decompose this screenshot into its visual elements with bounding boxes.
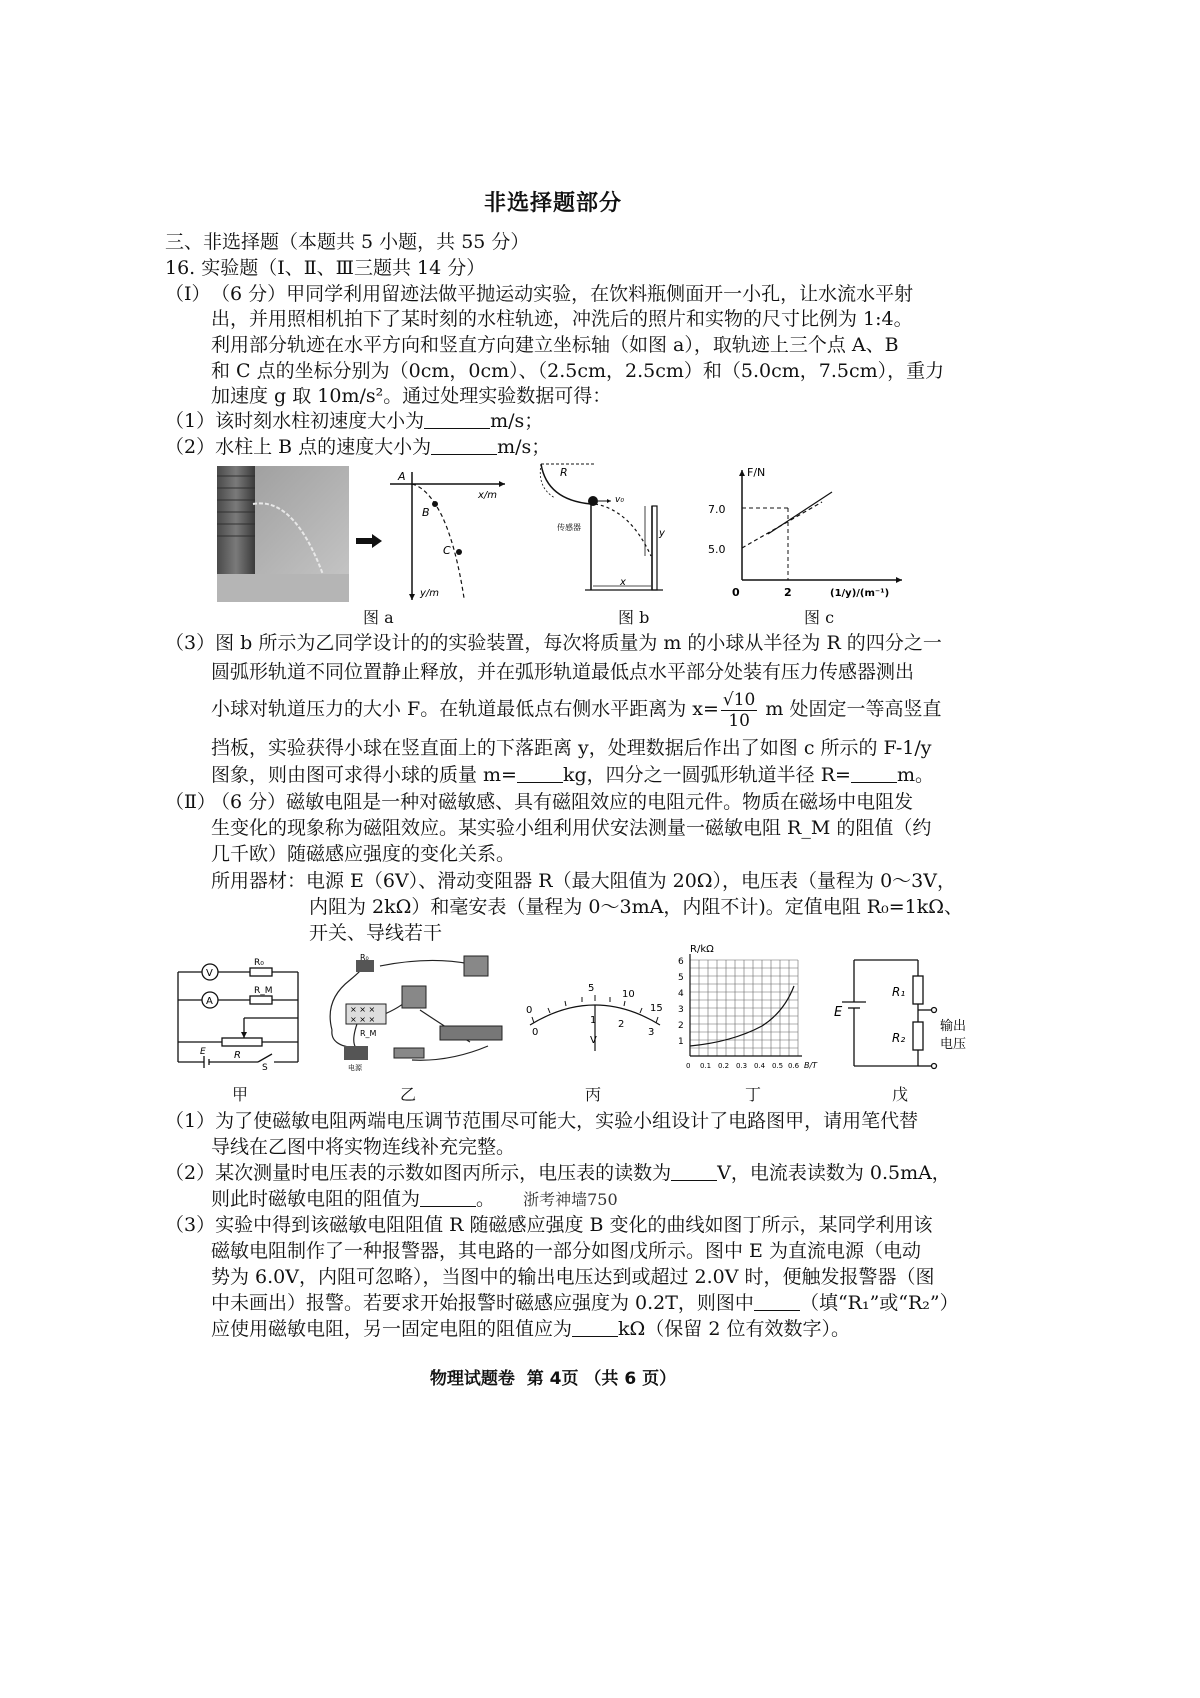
q3-text: 应使用磁敏电阻，另一固定电阻的阻值应为 bbox=[211, 1318, 573, 1340]
graph-y-label: F/N bbox=[747, 466, 766, 479]
ammeter-label: A bbox=[206, 996, 213, 1007]
graph-x-label: (1/y)/(m⁻¹) bbox=[830, 588, 890, 599]
ding-y-label: R/kΩ bbox=[690, 944, 714, 955]
section-header: 三、非选择题（本题共 5 小题，共 55 分） bbox=[165, 231, 530, 253]
wu-r1-label: R₁ bbox=[892, 985, 906, 999]
scale-bot-2: 2 bbox=[618, 1019, 625, 1030]
answer-blank[interactable] bbox=[851, 762, 897, 783]
q3-text: m。 bbox=[896, 764, 934, 786]
water-jet-photo bbox=[217, 466, 349, 602]
rm-label: R_M bbox=[254, 986, 273, 996]
fall-distance-label: y bbox=[659, 528, 665, 539]
switch-device bbox=[394, 1048, 424, 1058]
water-jet-photo-image bbox=[217, 466, 349, 602]
part2-intro-line: 几千欧）随磁感应强度的变化关系。 bbox=[211, 843, 516, 865]
part1-q3-line: 圆弧形轨道不同位置静止释放，并在弧形轨道最低点水平部分处装有压力传感器测出 bbox=[211, 661, 915, 683]
caption-figure-c: 图 c bbox=[804, 608, 835, 627]
tick-2: 2 bbox=[784, 586, 792, 599]
ding-ytick: 1 bbox=[678, 1037, 684, 1047]
part1-intro-line: 加速度 g 取 10m/s²。通过处理实验数据可得： bbox=[211, 385, 612, 407]
q2-text: （2）水柱上 B 点的速度大小为 bbox=[165, 436, 432, 458]
caption-yi: 乙 bbox=[400, 1085, 417, 1104]
ding-xtick: 0 bbox=[686, 1062, 691, 1070]
part2-label: （Ⅱ） bbox=[165, 791, 216, 813]
ammeter-device bbox=[464, 956, 488, 976]
wu-voltage-label: 电压 bbox=[940, 1037, 967, 1052]
q3-text: 小球对轨道压力的大小 F。在轨道最低点右侧水平距离为 x= bbox=[211, 698, 719, 720]
answer-blank[interactable] bbox=[671, 1160, 717, 1181]
tick-5: 5.0 bbox=[708, 543, 726, 556]
rb-curve-ding bbox=[672, 944, 832, 1084]
page-footer: 物理试题卷 第 4页 （共 6 页） bbox=[429, 1369, 677, 1389]
ding-ytick: 5 bbox=[678, 973, 684, 983]
part1-q3-line: 挡板，实验获得小球在竖直面上的下落距离 y，处理数据后作出了如图 c 所示的 F-1/y bbox=[211, 737, 932, 759]
y-axis-label: y/m bbox=[420, 588, 440, 599]
scale-top-15: 15 bbox=[650, 1003, 663, 1014]
part2-q3-line: 磁敏电阻制作了一种报警器，其电路的一部分如图戊所示。图中 E 为直流电源（电动 bbox=[211, 1240, 921, 1262]
answer-blank[interactable] bbox=[572, 1316, 618, 1337]
fraction bbox=[721, 690, 757, 731]
part1-intro-line: （6 分）甲同学利用留迹法做平抛运动实验，在饮料瓶侧面开一小孔，让水流水平射 bbox=[211, 283, 914, 305]
part1-q3-line bbox=[211, 760, 934, 790]
ding-x-unit: B/T bbox=[804, 1061, 818, 1070]
yi-power-label: 电源 bbox=[348, 1064, 362, 1072]
q2-text: 则此时磁敏电阻的阻值为 bbox=[211, 1188, 421, 1210]
answer-blank[interactable] bbox=[431, 434, 497, 455]
scale-top-10: 10 bbox=[622, 989, 635, 1000]
ding-ytick: 4 bbox=[678, 989, 684, 999]
tick-0: 0 bbox=[732, 586, 740, 599]
ding-xtick: 0.6 bbox=[788, 1062, 800, 1070]
scale-bot-3: 3 bbox=[648, 1027, 655, 1038]
scale-unit-v: V bbox=[590, 1035, 597, 1046]
distance-label: x bbox=[620, 577, 626, 588]
caption-figure-a: 图 a bbox=[363, 608, 394, 627]
section-title: 非选择题部分 bbox=[483, 191, 622, 216]
yi-rm-label: R_M bbox=[360, 1029, 377, 1038]
q2-text: 。 bbox=[476, 1188, 496, 1210]
ding-xtick: 0.4 bbox=[754, 1062, 766, 1070]
switch-label: S bbox=[262, 1063, 268, 1070]
part1-q3-line bbox=[211, 686, 941, 732]
point-a-label: A bbox=[398, 470, 406, 483]
part2-intro-line: 所用器材：电源 E（6V）、滑动变阻器 R（最大阻值为 20Ω），电压表（量程为 0～3V， bbox=[211, 870, 956, 892]
svg-text:× × ×: × × × bbox=[350, 1005, 376, 1014]
q2-text: （2）某次测量时电压表的示数如图丙所示，电压表的读数为 bbox=[165, 1162, 672, 1184]
r0-label: R₀ bbox=[254, 958, 264, 968]
rheostat-label: R bbox=[234, 1050, 241, 1061]
part2-intro-line: （6 分）磁敏电阻是一种对磁敏感、具有磁阻效应的电阻元件。物质在磁场中电阻发 bbox=[211, 791, 914, 813]
q2-unit: m/s； bbox=[497, 436, 551, 458]
q3-text: m 处固定一等高竖直 bbox=[765, 698, 942, 720]
part2-intro-line: 内阻为 2kΩ）和毫安表（量程为 0～3mA，内阻不计)。定值电阻 R₀=1kΩ、 bbox=[309, 896, 963, 918]
svg-text:× × ×: × × × bbox=[350, 1015, 376, 1024]
part1-intro-line: 出，并用照相机拍下了某时刻的水柱轨迹，冲洗后的照片和实物的尺寸比例为 1:4。 bbox=[211, 308, 913, 330]
part2-intro-line: 开关、导线若干 bbox=[309, 922, 443, 944]
fraction-denominator: 10 bbox=[728, 710, 750, 731]
rheostat-device bbox=[440, 1026, 502, 1040]
fraction-numerator: √10 bbox=[722, 689, 756, 710]
part2-q3-line bbox=[211, 1314, 850, 1344]
q3-text: kΩ（保留 2 位有效数字）。 bbox=[618, 1318, 850, 1340]
part1-q3-line: （3）图 b 所示为乙同学设计的的实验装置，每次将质量为 m 的小球从半径为 R 的四分之一 bbox=[165, 632, 942, 654]
voltmeter-device bbox=[402, 986, 426, 1008]
ding-ytick: 6 bbox=[678, 957, 684, 967]
ding-ytick: 3 bbox=[678, 1005, 684, 1015]
voltmeter-label: V bbox=[206, 968, 213, 979]
wu-r2-label: R₂ bbox=[892, 1031, 906, 1045]
wu-source-label: E bbox=[834, 1005, 843, 1020]
answer-blank[interactable] bbox=[754, 1290, 800, 1311]
answer-blank[interactable] bbox=[517, 762, 563, 783]
q3-text: （填“R₁”或“R₂”） bbox=[799, 1292, 959, 1314]
alarm-circuit-wu bbox=[832, 950, 972, 1078]
caption-figure-b: 图 b bbox=[618, 608, 650, 627]
q3-text: kg，四分之一圆弧形轨道半径 R= bbox=[562, 764, 851, 786]
part1-intro-line: 和 C 点的坐标分别为（0cm，0cm）、（2.5cm，2.5cm）和（5.0cm，7.5cm），重力 bbox=[211, 360, 945, 382]
question-16-header: 16. 实验题（Ⅰ、Ⅱ、Ⅲ三题共 14 分） bbox=[165, 257, 486, 279]
ding-xtick: 0.1 bbox=[700, 1062, 712, 1070]
q2-text: V，电流表读数为 0.5mA， bbox=[717, 1162, 951, 1184]
part2-q1-line: （1）为了使磁敏电阻两端电压调节范围尽可能大，实验小组设计了电路图甲，请用笔代替 bbox=[165, 1110, 919, 1132]
q1-text: （1）该时刻水柱初速度大小为 bbox=[165, 410, 425, 432]
tick-7: 7.0 bbox=[708, 503, 726, 516]
ding-ytick: 2 bbox=[678, 1021, 684, 1031]
watermark: 浙考神墙750 bbox=[523, 1190, 618, 1209]
scale-top-5: 5 bbox=[588, 983, 595, 994]
sensor-label: 传感器 bbox=[557, 523, 581, 532]
source-label: E bbox=[200, 1047, 206, 1057]
part2-q3-line: 势为 6.0V，内阻可忽略），当图中的输出电压达到或超过 2.0V 时，便触发报警器（图 bbox=[211, 1266, 935, 1288]
physical-setup-yi bbox=[320, 950, 520, 1079]
ding-xtick: 0.2 bbox=[718, 1062, 730, 1070]
part2-intro-line: 生变化的现象称为磁阻效应。某实验小组利用伏安法测量一磁敏电阻 R_M 的阻值（约 bbox=[211, 817, 932, 839]
part2-q1-line: 导线在乙图中将实物连线补充完整。 bbox=[211, 1136, 516, 1158]
answer-blank[interactable] bbox=[424, 408, 490, 429]
ding-xtick: 0.5 bbox=[772, 1062, 784, 1070]
yi-r0-label: R₀ bbox=[360, 953, 369, 962]
power-supply bbox=[344, 1046, 368, 1060]
x-axis-label: x/m bbox=[478, 490, 498, 501]
caption-wu: 戊 bbox=[892, 1085, 909, 1104]
arrow-right-icon bbox=[356, 533, 382, 552]
voltmeter-scale-bing bbox=[520, 975, 670, 1059]
point-b-label: B bbox=[422, 506, 430, 519]
scale-bot-0: 0 bbox=[532, 1027, 539, 1038]
point-c-label: C bbox=[443, 544, 451, 557]
part1-q2 bbox=[165, 432, 550, 462]
figure-c-graph bbox=[702, 462, 912, 606]
answer-blank[interactable] bbox=[420, 1186, 476, 1207]
v0-label: v₀ bbox=[615, 495, 624, 505]
part2-q3-line: （3）实验中得到该磁敏电阻阻值 R 随磁感应强度 B 变化的曲线如图丁所示，某同学利用该 bbox=[165, 1214, 933, 1236]
ding-xtick: 0.3 bbox=[736, 1062, 748, 1070]
part1-intro-line: 利用部分轨迹在水平方向和竖直方向建立坐标轴（如图 a），取轨迹上三个点 A、B bbox=[211, 334, 899, 356]
part1-label: （Ⅰ） bbox=[165, 283, 211, 305]
scale-top-0: 0 bbox=[526, 1005, 533, 1016]
caption-bing: 丙 bbox=[585, 1085, 602, 1104]
scale-bot-1: 1 bbox=[590, 1015, 597, 1026]
radius-label: R bbox=[560, 466, 568, 479]
caption-ding: 丁 bbox=[745, 1085, 762, 1104]
wu-output-label: 输出 bbox=[940, 1019, 967, 1034]
figure-b-apparatus bbox=[535, 458, 675, 610]
q3-text: 中未画出）报警。若要求开始报警时磁感应强度为 0.2T，则图中 bbox=[211, 1292, 754, 1314]
figure-a-axes bbox=[380, 466, 510, 610]
caption-jia: 甲 bbox=[232, 1085, 249, 1104]
circuit-diagram-jia bbox=[172, 958, 306, 1074]
q3-text: 图象，则由图可求得小球的质量 m= bbox=[211, 764, 517, 786]
q1-unit: m/s； bbox=[490, 410, 544, 432]
